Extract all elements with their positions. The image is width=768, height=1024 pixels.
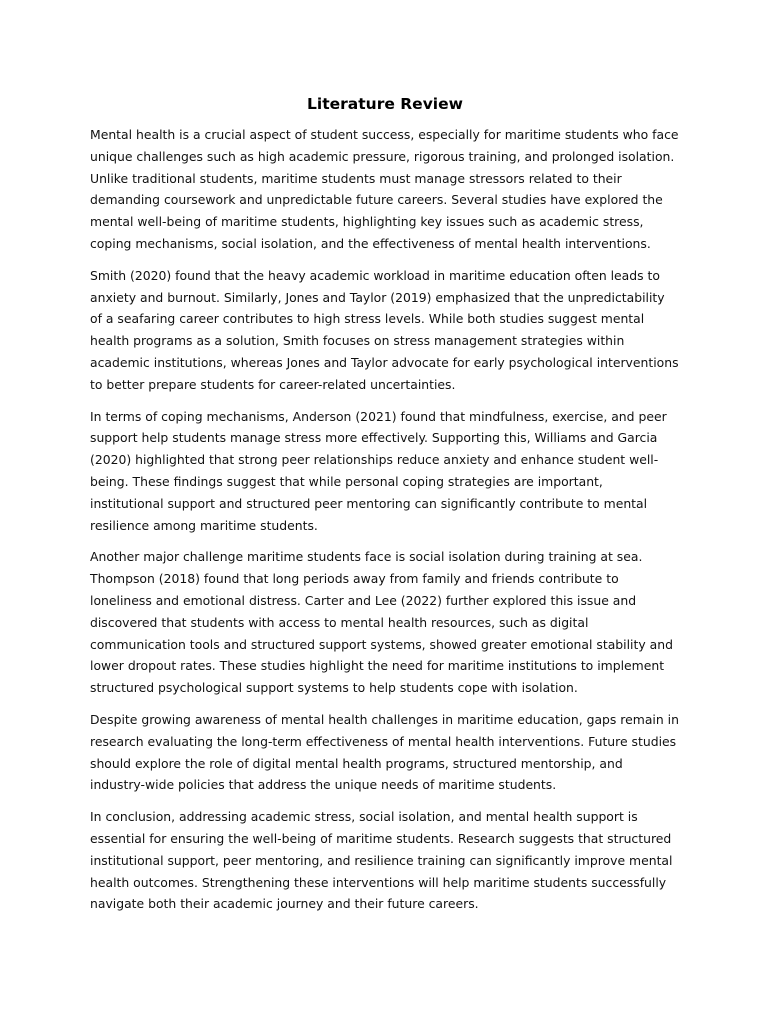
paragraph-social-isolation: Another major challenge maritime students face is social isolation during training at sea. Thompson (2018) found that long periods away from family and friends contribute to loneliness and emotional distress. Carter and Lee (2022) further explored this issue and discovered that students with access to mental health resources, such as digital communication tools and structured support systems, showed greater emotional stability and lower dropout rates. These studies highlight the need for maritime institutions to implement structured psychological support systems to help students cope with isolation. xyxy=(90,549,673,696)
paragraph-research-gaps: Despite growing awareness of mental health challenges in maritime education, gaps remain in research evaluating the long-term effectiveness of mental health interventions. Future studies should explore the role of digital mental health programs, structured mentorship, and industry-wide policies that address the unique needs of maritime students. xyxy=(90,711,679,793)
page-title: Literature Review xyxy=(307,95,463,113)
paragraph-conclusion: In conclusion, addressing academic stress, social isolation, and mental health support is essential for ensuring the well-being of maritime students. Research suggests that structured institutional support, peer mentoring, and resilience training can significantly improve mental health outcomes. Strengthening these interventions will help maritime students successfully navigate both their academic journey and their future careers. xyxy=(90,809,673,912)
paragraph-introduction: Mental health is a crucial aspect of student success, especially for maritime students who face unique challenges such as high academic pressure, rigorous training, and prolonged isolation. Unlike traditional students, maritime students must manage stressors related to their demanding coursework and unpredictable future careers. Several studies have explored the mental well-being of maritime students, highlighting key issues such as academic stress, coping mechanisms, social isolation, and the effectiveness of mental health interventions. xyxy=(90,127,679,251)
paragraph-coping-mechanisms: In terms of coping mechanisms, Anderson (2021) found that mindfulness, exercise, and peer support help students manage stress more effectively. Supporting this, Williams and Garcia (2020) highlighted that strong peer relationships reduce anxiety and enhance student well-being. These findings suggest that while personal coping strategies are important, institutional support and structured peer mentoring can significantly contribute to mental resilience among maritime students. xyxy=(90,408,667,533)
document-body xyxy=(90,92,680,925)
paragraph-academic-stress: Smith (2020) found that the heavy academic workload in maritime education often leads to anxiety and burnout. Similarly, Jones and Taylor (2019) emphasized that the unpredictability of a seafaring career contributes to high stress levels. While both studies suggest mental health programs as a solution, Smith focuses on stress management strategies within academic institutions, whereas Jones and Taylor advocate for early psychological interventions to better prepare students for career-related uncertainties. xyxy=(90,267,679,392)
